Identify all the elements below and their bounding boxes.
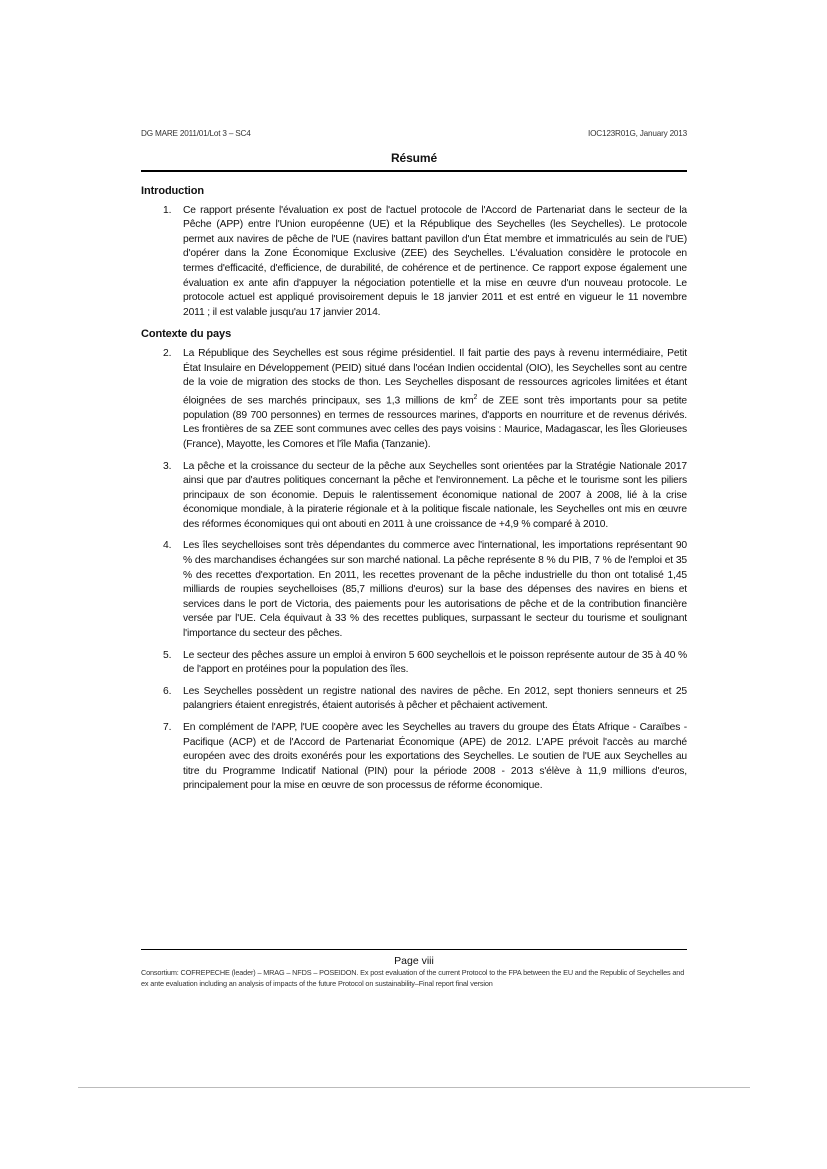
paragraph-text-pre: La République des Seychelles est sous régime présidentiel. Il fait partie des pays à revenu intermédiaire, Petit État Insulaire en Développement (PEID) situé dans l'océan Indien occidental (OIO), les Seychelles sont au centre de la voie de migration des stocks de thon. Les Seychelles disposant de ressources agricoles limitées et étant éloignées de ses marchés principaux, ses 1,3 millions de km xyxy=(183,347,687,407)
paragraph-text-post: de ZEE sont très importants pour sa petite population (89 700 personnes) en termes de ressources marines, d'apports en nourriture et de revenus dérivés. Les frontières de sa ZEE sont communes avec celles des pays voisins : Maurice, Madagascar, les Îles Glorieuses (France), Mayotte, les Comores et l'île Mafia (Tanzanie). xyxy=(183,395,687,450)
paragraph-1 xyxy=(141,204,687,321)
paragraph-text: Ce rapport présente l'évaluation ex post de l'actuel protocole de l'Accord de Partenariat dans le secteur de la Pêche (APP) entre l'Union européenne (UE) et la République des Seychelles (les Seychelles). Le protocole permet aux navires de pêche de l'UE (navires battant pavillon d'un État membre et immatriculés au sein de l'UE) d'opérer dans la Zone Économique Exclusive (ZEE) des Seychelles. L'évaluation considère le protocole en termes d'efficacité, d'efficience, de durabilité, de cohérence et de pertinence. Ce rapport expose également une évaluation ex ante afin d'appuyer la négociation potentielle et la mise en œuvre d'un nouveau protocole. Le protocole actuel est appliqué provisoirement depuis le 18 janvier 2011 et est entré en vigueur le 11 novembre 2011 ; il est valable jusqu'au 17 janvier 2014. xyxy=(183,204,687,318)
paragraph-text: La pêche et la croissance du secteur de la pêche aux Seychelles sont orientées par la Stratégie Nationale 2017 ainsi que par d'autres politiques concernant la pêche et l'environnement. La pêche et le tourisme sont les piliers principaux de son économie. Depuis le ralentissement économique national de 2007 à 2008, lié à la crise économique mondiale, à la piraterie régionale et à la politique fiscale nationale, les Seychelles ont mis en œuvre des réformes économiques qui ont abouti en 2011 à une croissance de +4,9 % comparé à 2010. xyxy=(183,460,687,530)
paragraph-number: 1. xyxy=(163,204,172,216)
paragraph-number: 5. xyxy=(163,649,172,661)
paragraph-text: Le secteur des pêches assure un emploi à environ 5 600 seychellois et le poisson représente autour de 35 à 40 % de l'apport en protéines pour la population des îles. xyxy=(183,649,687,676)
paragraph-3 xyxy=(141,460,687,533)
paragraph-text: En complément de l'APP, l'UE coopère avec les Seychelles au travers du groupe des États Afrique - Caraïbes - Pacifique (ACP) et de l'Accord de Partenariat Économique (APE) de 2012. L'APE prévoit l'accès au marché européen avec des droits exonérés pour les exportations des Seychelles. Le soutien de l'UE aux Seychelles au titre du Programme Indicatif National (PIN) pour la période 2008 - 2013 s'élève à 11,9 millions d'euros, principalement pour la mise en œuvre de son processus de réforme économique. xyxy=(183,722,687,792)
paragraph-4 xyxy=(141,539,687,641)
paragraph-number: 2. xyxy=(163,347,172,359)
paragraph-number: 3. xyxy=(163,460,172,472)
paragraph-list-introduction xyxy=(141,204,687,321)
footer-text: Consortium: COFREPECHE (leader) – MRAG – NFDS – POSEIDON. Ex post evaluation of the current Protocol to the FPA between the EU and the Republic of Seychelles and ex ante evaluation including an analysis of impacts of the future Protocol on sustainability–Final report final version xyxy=(141,968,685,988)
paragraph-number: 6. xyxy=(163,685,172,697)
page-title: Résumé xyxy=(390,151,438,165)
paragraph-5 xyxy=(141,649,687,678)
page-number: Page viii xyxy=(394,955,434,967)
section-heading-contexte: Contexte du pays xyxy=(141,328,232,341)
footer-rule xyxy=(141,949,687,950)
page-separator xyxy=(78,1087,750,1088)
paragraph-list-contexte xyxy=(141,347,687,794)
paragraph-2 xyxy=(141,347,687,453)
header-right: IOC123R01G, January 2013 xyxy=(588,129,687,138)
paragraph-number: 7. xyxy=(163,722,172,734)
paragraph-7 xyxy=(141,721,687,794)
paragraph-text: Les Seychelles possèdent un registre national des navires de pêche. En 2012, sept thoniers senneurs et 25 palangriers étaient enregistrés, étaient autorisés à pêcher et pêchaient activement. xyxy=(183,685,687,712)
superscript-2: 2 xyxy=(473,393,478,401)
paragraph-6 xyxy=(141,685,687,714)
header-left: DG MARE 2011/01/Lot 3 – SC4 xyxy=(141,129,251,138)
section-heading-introduction: Introduction xyxy=(141,185,204,197)
title-rule xyxy=(141,170,687,172)
paragraph-number: 4. xyxy=(163,540,172,552)
paragraph-text: Les îles seychelloises sont très dépendantes du commerce avec l'international, les importations représentant 90 % des marchandises échangées sur son marché national. La pêche représente 8 % du PIB, 7 % de l'emploi et 35 % des recettes d'exportation. En 2011, les recettes provenant de la pêche industrielle du thon ont totalisé 1,45 milliards de roupies seychelloises (85,7 millions d'euros) sur la base des dépenses des navires en biens et services dans le port de Victoria, des paiements pour les autorisations de pêche et de la contribution financière versée par l'UE. Cela équivaut à 33 % des recettes publiques, surpassant le secteur du tourisme et soulignant l'importance du secteur des pêches. xyxy=(183,540,687,640)
document-body xyxy=(141,184,687,801)
